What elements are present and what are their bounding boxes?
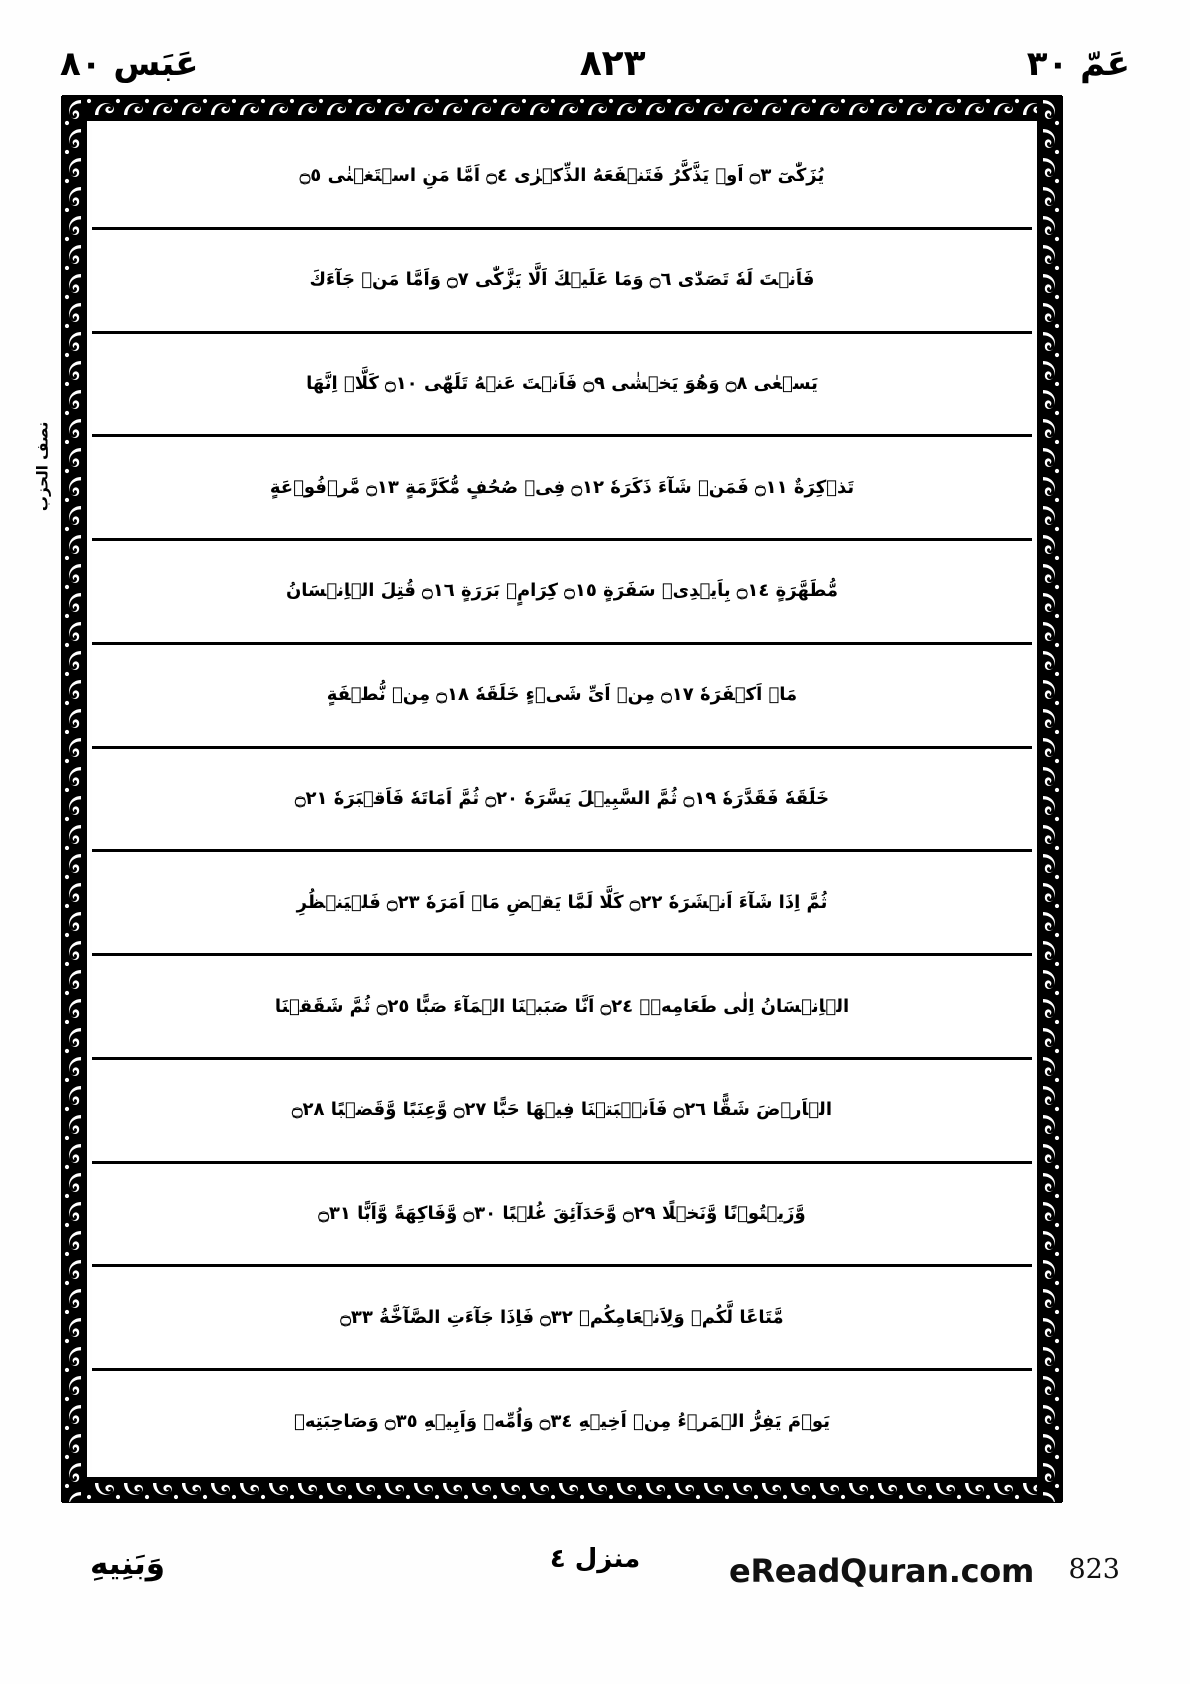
ayah-line xyxy=(92,437,1032,541)
footer-manzil-label: منزل ٤ xyxy=(549,1544,641,1574)
page-footer xyxy=(60,1540,1130,1610)
page-header xyxy=(60,38,1130,90)
ayah-text: الۡاِنۡسَانُ اِلٰى طَعَامِهٖۤ ۝٢٤ اَنَّا صَبَبۡنَا الۡمَآءَ صَبًّا ۝٢٥ ثُمَّ شَقَقۡنَا xyxy=(274,995,850,1017)
ayah-line xyxy=(92,645,1032,749)
ayah-line xyxy=(92,541,1032,645)
ayah-line xyxy=(92,1371,1032,1472)
margin-hizb-note: نصف الحزب xyxy=(33,421,52,512)
ayah-line xyxy=(92,749,1032,853)
ayah-line xyxy=(92,230,1032,334)
ornamental-frame xyxy=(62,96,1062,1502)
header-page-number-arabic: ٨٢٣ xyxy=(579,43,646,84)
ayah-text: خَلَقَهٗ فَقَدَّرَهٗ ۝١٩ ثُمَّ السَّبِيۡلَ يَسَّرَهٗ ۝٢٠ ثُمَّ اَمَاتَهٗ فَاَقۡبَرَهٗ ۝٢١ xyxy=(294,788,830,809)
ornament-strip-top xyxy=(62,95,1062,121)
ayah-line xyxy=(92,334,1032,438)
ayah-line xyxy=(92,1267,1032,1371)
ayah-text: يَسۡعٰى ۝٨ وَهُوَ يَخۡشٰى ۝٩ فَاَنۡتَ عَنۡهُ تَلَهّٰى ۝١٠ كَلَّاۤ اِنَّهَا xyxy=(306,372,818,394)
ornament-strip-right xyxy=(1037,96,1063,1502)
ayah-text: مَّتَاعًا لَّكُمۡ وَلِاَنۡعَامِكُمۡ ۝٣٢ فَاِذَا جَآءَتِ الصَّآخَّةُ ۝٣٣ xyxy=(340,1306,784,1328)
footer-page-number: 823 xyxy=(1068,1554,1120,1585)
ayah-text: فَاَنۡتَ لَهٗ تَصَدّٰى ۝٦ وَمَا عَلَيۡكَ اَلَّا يَزَّكّٰى ۝٧ وَاَمَّا مَنۡ جَآءَكَ xyxy=(309,269,815,291)
ayah-text: وَّزَيۡتُوۡنًا وَّنَخۡلًا ۝٢٩ وَّحَدَآئِقَ غُلۡبًا ۝٣٠ وَّفَاكِهَةً وَّاَبًّا ۝٣١ xyxy=(318,1203,806,1225)
ayah-line xyxy=(92,1164,1032,1268)
ayah-text: الۡاَرۡضَ شَقًّا ۝٢٦ فَاَنۡۢبَتۡنَا فِيۡهَا حَبًّا ۝٢٧ وَّعِنَبًا وَّقَضۡبًا ۝٢٨ xyxy=(291,1099,832,1121)
ayah-line xyxy=(92,956,1032,1060)
quran-text-block xyxy=(92,126,1032,1472)
footer-catchword: وَبَنِيهِ xyxy=(90,1546,166,1582)
ayah-text: يُزَكّٰىٓ ۝٣ اَوۡ يَذَّكَّرُ فَتَنۡفَعَهُ الذِّكۡرٰى ۝٤ اَمَّا مَنِ اسۡتَغۡنٰى ۝٥ xyxy=(299,165,825,187)
ayah-line xyxy=(92,1060,1032,1164)
ayah-text: يَوۡمَ يَفِرُّ الۡمَرۡءُ مِنۡ اَخِيۡهِ ۝٣٤ وَاُمِّهٖ وَاَبِيۡهِ ۝٣٥ وَصَاحِبَتِهٖ xyxy=(294,1410,830,1432)
ayah-text: مَاۤ اَكۡفَرَهٗ ۝١٧ مِنۡ اَىِّ شَىۡءٍ خَلَقَهٗ ۝١٨ مِنۡ نُّطۡفَةٍ xyxy=(326,684,798,706)
header-surah-label: عَبَس ٨٠ xyxy=(60,44,199,84)
ayah-line xyxy=(92,126,1032,230)
footer-brand-link[interactable]: eReadQuran.com xyxy=(729,1552,1034,1590)
ornament-strip-left xyxy=(61,96,87,1502)
ayah-text: مُّطَهَّرَةٍ ۝١٤ بِاَيۡدِىۡ سَفَرَةٍ ۝١٥ كِرَامٍۢ بَرَرَةٍ ۝١٦ قُتِلَ الۡاِنۡسَانُ xyxy=(285,580,839,602)
ayah-line xyxy=(92,852,1032,956)
ayah-text: تَذۡكِرَةٌ ۝١١ فَمَنۡ شَآءَ ذَكَرَهٗ ۝١٢ فِىۡ صُحُفٍ مُّكَرَّمَةٍ ۝١٣ مَّرۡفُوۡعَةٍ xyxy=(269,476,855,498)
ornament-strip-bottom xyxy=(62,1477,1062,1503)
header-juz-label: عَمّ ٣٠ xyxy=(1026,44,1130,84)
ayah-text: ثُمَّ اِذَا شَآءَ اَنۡشَرَهٗ ۝٢٢ كَلَّا لَمَّا يَقۡضِ مَاۤ اَمَرَهٗ ۝٢٣ فَلۡيَنۡظُرِ xyxy=(296,891,828,913)
